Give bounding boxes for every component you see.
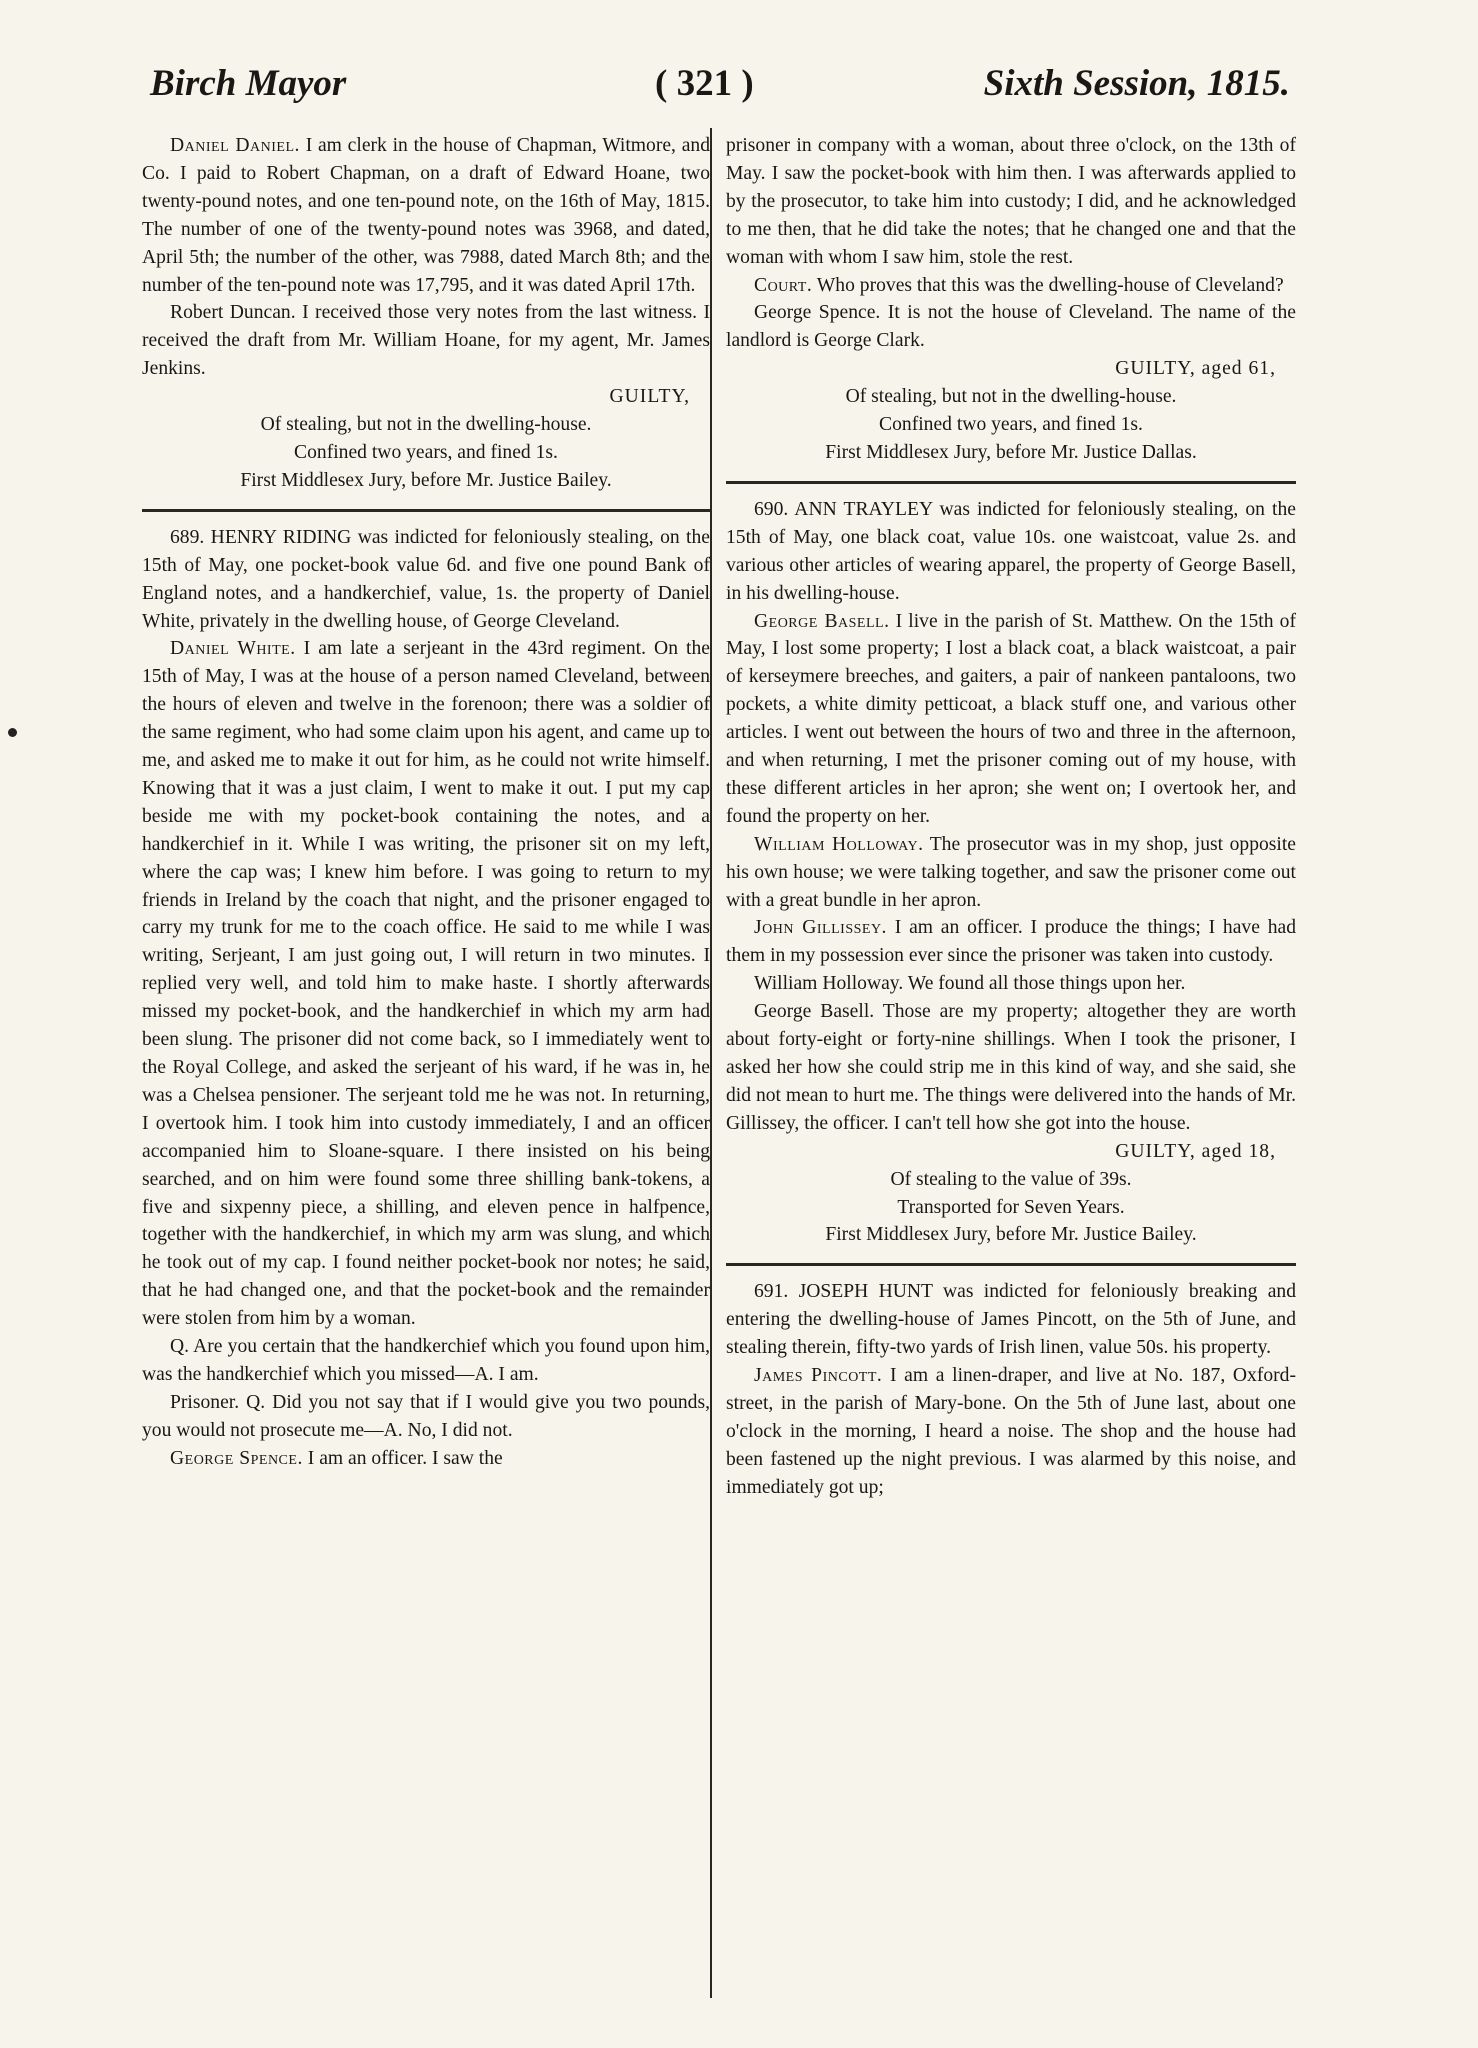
page-number: ( 321 ) <box>655 63 754 104</box>
paragraph-text: Q. Are you certain that the handkerchief which you found upon him, was the handkerchief which you missed—A. I am. <box>142 1336 710 1385</box>
sentence-line: Confined two years, and fined 1s. <box>294 441 558 463</box>
verdict: GUILTY, <box>609 386 690 408</box>
speaker-name: George Spence. <box>170 1447 303 1469</box>
case-divider <box>142 509 710 512</box>
paragraph <box>726 299 1296 355</box>
sentence-line: First Middlesex Jury, before Mr. Justice Bailey. <box>825 1224 1197 1246</box>
paragraph <box>142 132 710 299</box>
paragraph-text: I am clerk in the house of Chapman, Witmore, and Co. I paid to Robert Chapman, on a draft of Edward Hoane, two twenty-pound notes, and one ten-pound note, on the 16th of May, 1815. The number of one of the twenty-pound notes was 3968, and dated, April 5th; the number of the other, was 7988, dated March 8th; and the number of the ten-pound note was 17,795, and it was dated April 17th. <box>142 135 711 296</box>
paragraph-text: Prisoner. Q. Did you not say that if I would give you two pounds, you would not prosecute me—A. No, I did not. <box>142 1391 710 1441</box>
sentence-line: Confined two years, and fined 1s. <box>879 414 1143 436</box>
paragraph <box>142 524 710 636</box>
speaker-name: George Basell. <box>754 610 890 632</box>
sentence-line: Of stealing, but not in the dwelling-house. <box>845 386 1177 408</box>
paragraph-text: Who proves that this was the dwelling-house of Cleveland? <box>816 274 1284 296</box>
right-column <box>726 132 1296 1502</box>
paragraph-text: George Basell. Those are my property; altogether they are worth about forty-eight or forty-nine shillings. When I took the prisoner, I asked her how she could strip me in this kind of way, and she said, she did not mean to hurt me. The things were delivered into the hands of Mr. Gillissey, the officer. I can't tell how she got into the house. <box>726 1001 1296 1134</box>
paragraph-text: George Spence. It is not the house of Cleveland. The name of the landlord is George Clark. <box>726 302 1296 352</box>
page-header <box>150 62 1290 114</box>
paragraph-text: 691. JOSEPH HUNT was indicted for feloniously breaking and entering the dwelling-house of James Pincott, on the 5th of June, and stealing therein, fifty-two yards of Irish linen, value 50s. his property. <box>726 1281 1296 1359</box>
paragraph <box>142 1333 710 1389</box>
paragraph-text: I am late a serjeant in the 43rd regiment. On the 15th of May, I was at the house of a person named Cleveland, between the hours of eleven and twelve in the forenoon; there was a soldier of the same regiment, who had some claim upon his agent, and came up to me, and asked me to make it out for him, as he could not write himself. Knowing that it was a just claim, I went to make it out. I put my cap beside me with my pocket-book containing the notes, and a handkerchief in it. While I was writing, the prisoner sit on my left, where the cap was; I knew him before. I was going to return to my friends in Ireland by the coach that night, and the prisoner engaged to carry my trunk for me to the coach office. He said to me while I was writing, Serjeant, I am just going out, I will return in two minutes. I replied very well, and told him to make haste. I shortly afterwards missed my pocket-book, and the handkerchief in which my arm had been slung. The prisoner did not come back, so I immediately went to the Royal College, and asked the serjeant of his ward, if he was in, he was a Chelsea pensioner. The serjeant told me he was not. In returning, I overtook him. I took him into custody immediately, I and an officer accompanied him to Sloane-square. I there insisted on his being searched, and on him were found some three shilling bank-tokens, a five and sixpenny piece, a shilling, and eleven pence in halfpence, together with the handkerchief, in which my arm was slung, and which he took out of my cap. I found neither pocket-book nor notes; he said, that he had changed one, and that the pocket-book and the remainder were stolen from him by a woman. <box>142 638 710 1330</box>
paragraph-text: I am a linen-draper, and live at No. 187, Oxford-street, in the parish of Mary-bone. On the 5th of June last, about one o'clock in the morning, I heard a noise. The shop and the house had been fastened up the night previous. I was alarmed by this noise, and immediately got up; <box>726 1365 1296 1498</box>
paragraph <box>726 970 1296 998</box>
paragraph <box>726 998 1296 1138</box>
paragraph-text: prisoner in company with a woman, about three o'clock, on the 13th of May. I saw the pocket-book with him then. I was afterwards applied to by the prosecutor, to take him into custody; I did, and he acknowledged to me then, that he did take the notes; that he changed one and that the woman with whom I saw him, stole the rest. <box>726 135 1296 268</box>
sentence-line: Of stealing to the value of 39s. <box>890 1168 1132 1190</box>
running-head-left: Birch Mayor <box>150 63 347 104</box>
paragraph <box>726 1362 1296 1502</box>
paragraph <box>142 1445 710 1473</box>
paragraph <box>142 1389 710 1445</box>
sentence-line: Transported for Seven Years. <box>897 1196 1125 1218</box>
sentence-line: First Middlesex Jury, before Mr. Justice Bailey. <box>240 469 612 491</box>
paragraph-text: The prosecutor was in my shop, just opposite his own house; we were talking together, and saw the prisoner come out with a great bundle in her apron. <box>726 833 1296 911</box>
paragraph-text: William Holloway. We found all those things upon her. <box>754 973 1186 995</box>
paragraph-text: I live in the parish of St. Matthew. On the 15th of May, I lost some property; I lost a black coat, a black waistcoat, a pair of kerseymere breeches, and gaiters, a pair of nankeen pantaloons, two pockets, a white dimity petticoat, a black stuff one, and various other articles. I went out between the hours of two and three in the afternoon, and when returning, I met the prisoner coming out of my house, with these different articles in her apron; she went on; I overtook her, and found the property on her. <box>726 610 1296 827</box>
paragraph-text: Robert Duncan. I received those very notes from the last witness. I received the draft from Mr. William Hoane, for my agent, Mr. James Jenkins. <box>142 302 710 380</box>
paragraph <box>726 831 1296 915</box>
paragraph <box>142 635 710 1333</box>
verdict: GUILTY, aged 61, <box>1115 358 1276 380</box>
paragraph <box>726 1278 1296 1362</box>
speaker-name: John Gillissey. <box>754 917 887 939</box>
left-column <box>142 132 710 1473</box>
speaker-name: Daniel White. <box>170 638 296 660</box>
speaker-name: James Pincott. <box>754 1365 883 1387</box>
paragraph-text: 690. ANN TRAYLEY was indicted for feloniously stealing, on the 15th of May, one black coat, value 10s. one waistcoat, value 2s. and various other articles of wearing apparel, the property of George Basell, in his dwelling-house. <box>726 498 1296 604</box>
paragraph-text: 689. HENRY RIDING was indicted for feloniously stealing, on the 15th of May, one pocket-book value 6d. and five one pound Bank of England notes, and a handkerchief, value, 1s. the property of Daniel White, privately in the dwelling house, of George Cleveland. <box>142 526 710 632</box>
sentence-line: Of stealing, but not in the dwelling-house. <box>260 414 592 436</box>
speaker-name: William Holloway. <box>754 833 924 855</box>
running-head-right: Sixth Session, 1815. <box>983 63 1290 104</box>
case-divider <box>726 1263 1296 1266</box>
paragraph <box>726 272 1296 300</box>
speaker-name: Court. <box>754 274 813 296</box>
paragraph-text: I am an officer. I saw the <box>307 1447 503 1469</box>
paragraph <box>142 299 710 383</box>
paragraph <box>726 132 1296 272</box>
margin-mark <box>8 728 17 737</box>
paragraph <box>726 608 1296 831</box>
column-divider <box>710 128 712 1998</box>
paragraph-text: I am an officer. I produce the things; I have had them in my possession ever since the prisoner was taken into custody. <box>726 917 1296 967</box>
sentence-line: First Middlesex Jury, before Mr. Justice Dallas. <box>825 441 1197 463</box>
paragraph <box>726 496 1296 608</box>
case-divider <box>726 481 1296 484</box>
verdict: GUILTY, aged 18, <box>1115 1140 1276 1162</box>
paragraph <box>726 914 1296 970</box>
speaker-name: Daniel Daniel. <box>170 135 300 156</box>
